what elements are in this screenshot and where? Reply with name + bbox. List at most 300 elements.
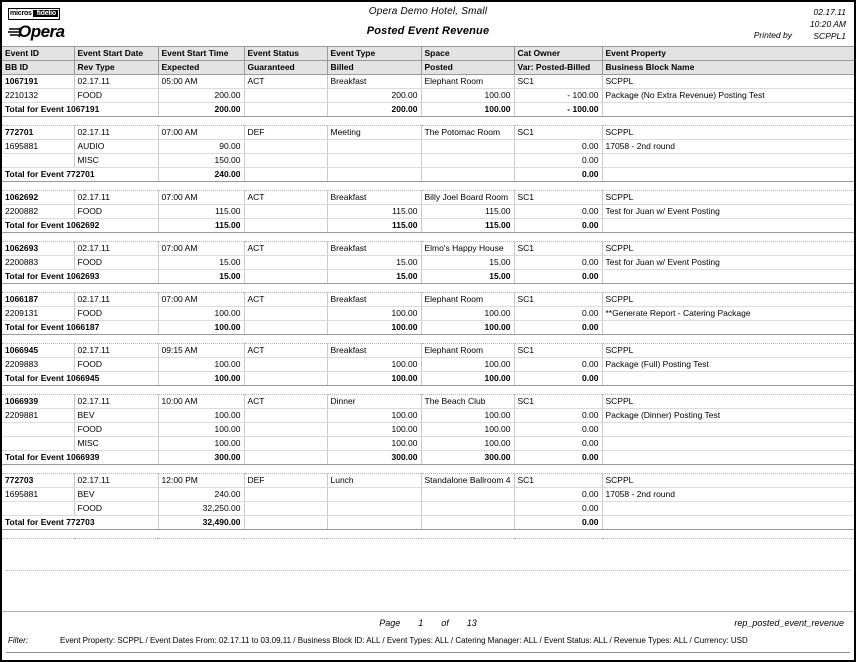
posted-cell — [421, 140, 514, 154]
event-property-cell: SCPPL — [602, 474, 854, 488]
table-row — [2, 89, 854, 103]
event-start-date-cell: 02.17.11 — [74, 242, 158, 256]
guaranteed-cell — [244, 502, 327, 516]
table-row — [2, 488, 854, 502]
billed-cell: 200.00 — [327, 89, 421, 103]
event-status-cell: DEF — [244, 126, 327, 140]
billed-cell: 100.00 — [327, 307, 421, 321]
event-property-cell: SCPPL — [602, 344, 854, 358]
total-posted-cell: 100.00 — [421, 103, 514, 117]
event-start-date-cell: 02.17.11 — [74, 126, 158, 140]
rev-type-cell: FOOD — [74, 205, 158, 219]
group-spacer-cell — [2, 386, 854, 395]
total-billed-cell — [327, 168, 421, 182]
event-total-label: Total for Event 1062693 — [2, 270, 158, 284]
event-start-date-cell: 02.17.11 — [74, 75, 158, 89]
event-type-cell: Breakfast — [327, 344, 421, 358]
filter-label: Filter: — [8, 636, 28, 645]
event-status-cell: ACT — [244, 191, 327, 205]
expected-cell: 90.00 — [158, 140, 244, 154]
total-posted-cell: 100.00 — [421, 321, 514, 335]
total-block-name-cell — [602, 451, 854, 465]
col-header-cat-owner: Cat Owner — [514, 47, 602, 61]
total-block-name-cell — [602, 516, 854, 530]
col-header-expected: Expected — [158, 61, 244, 75]
table-row — [2, 140, 854, 154]
report-header — [2, 2, 854, 46]
guaranteed-cell — [244, 437, 327, 451]
business-block-name-cell: Package (No Extra Revenue) Posting Test — [602, 89, 854, 103]
page-number: 1 — [418, 618, 424, 628]
cat-owner-cell: SC1 — [514, 395, 602, 409]
event-start-time-cell: 10:00 AM — [158, 395, 244, 409]
event-property-cell: SCPPL — [602, 293, 854, 307]
billed-cell: 100.00 — [327, 423, 421, 437]
variance-cell: 0.00 — [514, 307, 602, 321]
rev-type-cell: FOOD — [74, 89, 158, 103]
event-total-label: Total for Event 1066945 — [2, 372, 158, 386]
event-total-row — [2, 270, 854, 284]
bb-id-cell: 2209883 — [2, 358, 74, 372]
guaranteed-cell — [244, 488, 327, 502]
col-header-event-start-date: Event Start Date — [74, 47, 158, 61]
total-expected-cell: 115.00 — [158, 219, 244, 233]
business-block-name-cell: Package (Dinner) Posting Test — [602, 409, 854, 423]
table-row — [2, 423, 854, 437]
col-header-event-id: Event ID — [2, 47, 74, 61]
event-id-cell: 1066939 — [2, 395, 74, 409]
table-row — [2, 437, 854, 451]
expected-cell: 100.00 — [158, 358, 244, 372]
col-header-business-block-name: Business Block Name — [602, 61, 854, 75]
cat-owner-cell: SC1 — [514, 344, 602, 358]
event-id-cell: 772701 — [2, 126, 74, 140]
variance-cell: 0.00 — [514, 256, 602, 270]
total-variance-cell: 0.00 — [514, 219, 602, 233]
cat-owner-cell: SC1 — [514, 474, 602, 488]
total-posted-cell: 300.00 — [421, 451, 514, 465]
posted-cell: 100.00 — [421, 409, 514, 423]
header-right — [810, 6, 846, 42]
total-expected-cell: 300.00 — [158, 451, 244, 465]
billed-cell: 100.00 — [327, 358, 421, 372]
event-type-cell: Breakfast — [327, 293, 421, 307]
page-label: Page — [379, 618, 401, 628]
total-variance-cell: 0.00 — [514, 321, 602, 335]
billed-cell — [327, 154, 421, 168]
rev-type-cell: FOOD — [74, 502, 158, 516]
event-type-cell: Lunch — [327, 474, 421, 488]
expected-cell: 150.00 — [158, 154, 244, 168]
bb-id-cell: 2209131 — [2, 307, 74, 321]
posted-cell: 15.00 — [421, 256, 514, 270]
guaranteed-cell — [244, 256, 327, 270]
cat-owner-cell: SC1 — [514, 293, 602, 307]
bb-id-cell: 2200883 — [2, 256, 74, 270]
table-body — [2, 75, 854, 539]
space-cell: Elephant Room — [421, 293, 514, 307]
total-expected-cell: 200.00 — [158, 103, 244, 117]
bb-id-cell — [2, 502, 74, 516]
event-start-time-cell: 07:00 AM — [158, 191, 244, 205]
rev-type-cell: FOOD — [74, 358, 158, 372]
business-block-name-cell: Test for Juan w/ Event Posting — [602, 256, 854, 270]
body-bottom-divider — [6, 570, 850, 571]
group-spacer-cell — [2, 182, 854, 191]
business-block-name-cell: Test for Juan w/ Event Posting — [602, 205, 854, 219]
group-spacer-row — [2, 386, 854, 395]
billed-cell: 115.00 — [327, 205, 421, 219]
report-date: 02.17.11 — [813, 7, 846, 17]
rev-type-cell: BEV — [74, 409, 158, 423]
page-total: 13 — [466, 618, 477, 628]
event-total-label: Total for Event 772701 — [2, 168, 158, 182]
event-status-cell: ACT — [244, 344, 327, 358]
page-indicator — [2, 618, 854, 628]
group-spacer-cell — [2, 335, 854, 344]
table-row — [2, 502, 854, 516]
event-property-cell: SCPPL — [602, 75, 854, 89]
business-block-name-cell: 17058 - 2nd round — [602, 488, 854, 502]
total-posted-cell: 100.00 — [421, 372, 514, 386]
col-header-variance: Var: Posted-Billed — [514, 61, 602, 75]
rev-type-cell: MISC — [74, 154, 158, 168]
event-start-time-cell: 12:00 PM — [158, 474, 244, 488]
total-expected-cell: 32,490.00 — [158, 516, 244, 530]
col-header-guaranteed: Guaranteed — [244, 61, 327, 75]
variance-cell: 0.00 — [514, 437, 602, 451]
cat-owner-cell: SC1 — [514, 126, 602, 140]
total-guaranteed-cell — [244, 372, 327, 386]
header-row-secondary — [2, 61, 854, 75]
event-type-cell: Meeting — [327, 126, 421, 140]
total-guaranteed-cell — [244, 168, 327, 182]
event-status-cell: ACT — [244, 395, 327, 409]
expected-cell: 100.00 — [158, 423, 244, 437]
guaranteed-cell — [244, 358, 327, 372]
report-title: Posted Event Revenue — [366, 25, 490, 37]
cat-owner-cell: SC1 — [514, 191, 602, 205]
guaranteed-cell — [244, 154, 327, 168]
total-billed-cell: 100.00 — [327, 321, 421, 335]
total-block-name-cell — [602, 168, 854, 182]
billed-cell — [327, 502, 421, 516]
total-variance-cell: 0.00 — [514, 372, 602, 386]
space-cell: Elephant Room — [421, 75, 514, 89]
event-total-label: Total for Event 1062692 — [2, 219, 158, 233]
total-variance-cell: 0.00 — [514, 168, 602, 182]
posted-cell: 100.00 — [421, 89, 514, 103]
total-expected-cell: 240.00 — [158, 168, 244, 182]
event-group-header-row — [2, 293, 854, 307]
event-total-label: Total for Event 1067191 — [2, 103, 158, 117]
posted-cell — [421, 154, 514, 168]
group-spacer-row — [2, 284, 854, 293]
rev-type-cell: MISC — [74, 437, 158, 451]
col-header-space: Space — [421, 47, 514, 61]
event-group-header-row — [2, 474, 854, 488]
bb-id-cell: 2209881 — [2, 409, 74, 423]
billed-cell: 100.00 — [327, 437, 421, 451]
expected-cell: 15.00 — [158, 256, 244, 270]
printed-by-user: SCPPL1 — [813, 31, 846, 41]
total-guaranteed-cell — [244, 270, 327, 284]
event-total-row — [2, 103, 854, 117]
group-spacer-row — [2, 182, 854, 191]
table-row — [2, 256, 854, 270]
rev-type-cell: FOOD — [74, 423, 158, 437]
space-cell: The Potomac Room — [421, 126, 514, 140]
col-header-posted: Posted — [421, 61, 514, 75]
total-billed-cell: 115.00 — [327, 219, 421, 233]
space-cell: Elmo's Happy House — [421, 242, 514, 256]
col-header-event-property: Event Property — [602, 47, 854, 61]
business-block-name-cell — [602, 154, 854, 168]
table-row — [2, 409, 854, 423]
business-block-name-cell — [602, 502, 854, 516]
space-cell: Billy Joel Board Room — [421, 191, 514, 205]
total-variance-cell: 0.00 — [514, 270, 602, 284]
hotel-name: Opera Demo Hotel, Small — [368, 6, 488, 17]
total-block-name-cell — [602, 270, 854, 284]
col-header-bb-id: BB ID — [2, 61, 74, 75]
event-start-date-cell: 02.17.11 — [74, 191, 158, 205]
posted-cell: 100.00 — [421, 437, 514, 451]
of-label: of — [441, 618, 449, 628]
event-id-cell: 1062692 — [2, 191, 74, 205]
expected-cell: 240.00 — [158, 488, 244, 502]
total-variance-cell: - 100.00 — [514, 103, 602, 117]
space-cell: Elephant Room — [421, 344, 514, 358]
event-group-header-row — [2, 126, 854, 140]
event-start-time-cell: 07:00 AM — [158, 242, 244, 256]
event-status-cell: ACT — [244, 242, 327, 256]
bb-id-cell — [2, 154, 74, 168]
rev-type-cell: FOOD — [74, 256, 158, 270]
variance-cell: 0.00 — [514, 409, 602, 423]
event-start-time-cell: 05:00 AM — [158, 75, 244, 89]
posted-event-revenue-table — [2, 46, 854, 539]
business-block-name-cell — [602, 437, 854, 451]
total-guaranteed-cell — [244, 516, 327, 530]
event-property-cell: SCPPL — [602, 191, 854, 205]
billed-cell — [327, 140, 421, 154]
report-internal-name: rep_posted_event_revenue — [734, 618, 844, 628]
event-start-date-cell: 02.17.11 — [74, 395, 158, 409]
posted-cell: 100.00 — [421, 307, 514, 321]
posted-cell — [421, 502, 514, 516]
event-total-row — [2, 321, 854, 335]
event-total-label: Total for Event 772703 — [2, 516, 158, 530]
event-type-cell: Breakfast — [327, 75, 421, 89]
expected-cell: 100.00 — [158, 437, 244, 451]
total-block-name-cell — [602, 219, 854, 233]
event-id-cell: 1067191 — [2, 75, 74, 89]
event-start-date-cell: 02.17.11 — [74, 474, 158, 488]
business-block-name-cell — [602, 423, 854, 437]
event-start-time-cell: 09:15 AM — [158, 344, 244, 358]
table-row — [2, 307, 854, 321]
total-variance-cell: 0.00 — [514, 451, 602, 465]
guaranteed-cell — [244, 89, 327, 103]
total-billed-cell: 15.00 — [327, 270, 421, 284]
expected-cell: 100.00 — [158, 409, 244, 423]
header-center — [2, 6, 854, 37]
group-spacer-cell — [2, 233, 854, 242]
business-block-name-cell: **Generate Report - Catering Package — [602, 307, 854, 321]
event-group-header-row — [2, 344, 854, 358]
total-block-name-cell — [602, 103, 854, 117]
footer-rule — [6, 652, 850, 653]
bb-id-cell: 1695881 — [2, 488, 74, 502]
event-total-row — [2, 219, 854, 233]
rev-type-cell: BEV — [74, 488, 158, 502]
event-total-row — [2, 516, 854, 530]
group-spacer-cell — [2, 530, 854, 539]
report-time: 10:20 AM — [809, 19, 846, 29]
bb-id-cell — [2, 437, 74, 451]
guaranteed-cell — [244, 423, 327, 437]
event-status-cell: DEF — [244, 474, 327, 488]
variance-cell: 0.00 — [514, 423, 602, 437]
col-header-event-status: Event Status — [244, 47, 327, 61]
total-posted-cell: 15.00 — [421, 270, 514, 284]
billed-cell — [327, 488, 421, 502]
total-posted-cell — [421, 168, 514, 182]
group-spacer-row — [2, 117, 854, 126]
guaranteed-cell — [244, 307, 327, 321]
variance-cell: - 100.00 — [514, 89, 602, 103]
event-group-header-row — [2, 191, 854, 205]
guaranteed-cell — [244, 205, 327, 219]
group-spacer-row — [2, 530, 854, 539]
variance-cell: 0.00 — [514, 358, 602, 372]
bb-id-cell: 2210132 — [2, 89, 74, 103]
micros-wordmark: micros — [10, 10, 32, 17]
event-start-date-cell: 02.17.11 — [74, 344, 158, 358]
opera-wordmark: Opera — [18, 22, 65, 41]
billed-cell: 15.00 — [327, 256, 421, 270]
space-cell: Standalone Ballroom 4 — [421, 474, 514, 488]
cat-owner-cell: SC1 — [514, 242, 602, 256]
posted-cell — [421, 488, 514, 502]
event-total-label: Total for Event 1066939 — [2, 451, 158, 465]
total-billed-cell: 100.00 — [327, 372, 421, 386]
bb-id-cell — [2, 423, 74, 437]
report-footer — [2, 611, 854, 660]
group-spacer-cell — [2, 465, 854, 474]
total-variance-cell: 0.00 — [514, 516, 602, 530]
event-group-header-row — [2, 395, 854, 409]
group-spacer-row — [2, 465, 854, 474]
total-posted-cell: 115.00 — [421, 219, 514, 233]
event-property-cell: SCPPL — [602, 242, 854, 256]
space-cell: The Beach Club — [421, 395, 514, 409]
business-block-name-cell: 17058 - 2nd round — [602, 140, 854, 154]
variance-cell: 0.00 — [514, 205, 602, 219]
guaranteed-cell — [244, 409, 327, 423]
posted-cell: 100.00 — [421, 423, 514, 437]
col-header-event-type: Event Type — [327, 47, 421, 61]
event-type-cell: Breakfast — [327, 191, 421, 205]
event-group-header-row — [2, 242, 854, 256]
total-expected-cell: 15.00 — [158, 270, 244, 284]
business-block-name-cell: Package (Full) Posting Test — [602, 358, 854, 372]
event-id-cell: 1066945 — [2, 344, 74, 358]
rev-type-cell: AUDIO — [74, 140, 158, 154]
event-start-date-cell: 02.17.11 — [74, 293, 158, 307]
group-spacer-cell — [2, 117, 854, 126]
cat-owner-cell: SC1 — [514, 75, 602, 89]
table-head — [2, 47, 854, 75]
variance-cell: 0.00 — [514, 154, 602, 168]
printed-by-label: Printed by — [753, 30, 792, 40]
col-header-event-start-time: Event Start Time — [158, 47, 244, 61]
event-status-cell: ACT — [244, 293, 327, 307]
event-group-header-row — [2, 75, 854, 89]
variance-cell: 0.00 — [514, 488, 602, 502]
total-billed-cell: 200.00 — [327, 103, 421, 117]
event-property-cell: SCPPL — [602, 395, 854, 409]
event-id-cell: 772703 — [2, 474, 74, 488]
table-row — [2, 154, 854, 168]
table-row — [2, 358, 854, 372]
posted-cell: 115.00 — [421, 205, 514, 219]
event-id-cell: 1066187 — [2, 293, 74, 307]
header-row-primary — [2, 47, 854, 61]
expected-cell: 200.00 — [158, 89, 244, 103]
total-billed-cell: 300.00 — [327, 451, 421, 465]
expected-cell: 100.00 — [158, 307, 244, 321]
event-total-row — [2, 168, 854, 182]
event-start-time-cell: 07:00 AM — [158, 126, 244, 140]
variance-cell: 0.00 — [514, 502, 602, 516]
event-id-cell: 1062693 — [2, 242, 74, 256]
total-guaranteed-cell — [244, 219, 327, 233]
event-total-row — [2, 372, 854, 386]
filter-text: Event Property: SCPPL / Event Dates From: 02.17.11 to 03.09.11 / Business Block ID: ALL / Event Types: ALL / Catering Manager: ALL / Event Status: ALL / Revenue Types: ALL / Currency: USD — [60, 636, 748, 645]
total-billed-cell — [327, 516, 421, 530]
group-spacer-row — [2, 233, 854, 242]
variance-cell: 0.00 — [514, 140, 602, 154]
total-guaranteed-cell — [244, 321, 327, 335]
expected-cell: 32,250.00 — [158, 502, 244, 516]
event-type-cell: Breakfast — [327, 242, 421, 256]
guaranteed-cell — [244, 140, 327, 154]
group-spacer-row — [2, 335, 854, 344]
bb-id-cell: 1695881 — [2, 140, 74, 154]
expected-cell: 115.00 — [158, 205, 244, 219]
event-start-time-cell: 07:00 AM — [158, 293, 244, 307]
total-block-name-cell — [602, 321, 854, 335]
event-total-row — [2, 451, 854, 465]
fidelio-wordmark: fidelio — [33, 10, 58, 17]
total-expected-cell: 100.00 — [158, 321, 244, 335]
total-expected-cell: 100.00 — [158, 372, 244, 386]
event-type-cell: Dinner — [327, 395, 421, 409]
total-guaranteed-cell — [244, 451, 327, 465]
bb-id-cell: 2200882 — [2, 205, 74, 219]
billed-cell: 100.00 — [327, 409, 421, 423]
event-status-cell: ACT — [244, 75, 327, 89]
posted-cell: 100.00 — [421, 358, 514, 372]
col-header-rev-type: Rev Type — [74, 61, 158, 75]
total-posted-cell — [421, 516, 514, 530]
event-total-label: Total for Event 1066187 — [2, 321, 158, 335]
total-block-name-cell — [602, 372, 854, 386]
total-guaranteed-cell — [244, 103, 327, 117]
rev-type-cell: FOOD — [74, 307, 158, 321]
